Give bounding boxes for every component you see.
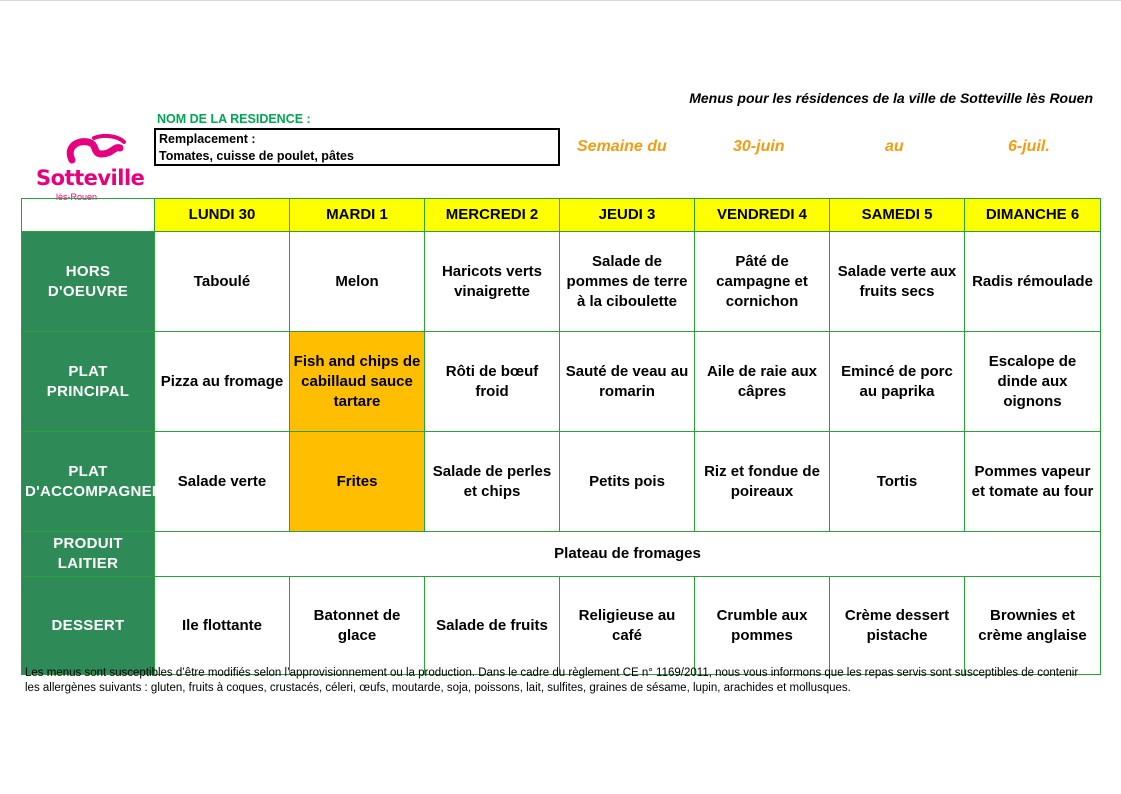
corner-cell [22, 199, 155, 232]
menu-cell-highlighted: Frites [290, 432, 425, 532]
menu-cell: Taboulé [155, 232, 290, 332]
menu-cell: Tortis [830, 432, 965, 532]
day-header: DIMANCHE 6 [965, 199, 1101, 232]
row-accompagnement [22, 432, 1101, 532]
row-hors-doeuvre [22, 232, 1101, 332]
row-dessert [22, 577, 1101, 675]
residence-line: Tomates, cuisse de poulet, pâtes [159, 149, 354, 163]
menu-cell: Salade verte [155, 432, 290, 532]
logo-subtitle: lès-Rouen [56, 192, 98, 202]
residence-box [154, 128, 560, 166]
day-header: SAMEDI 5 [830, 199, 965, 232]
day-header: MARDI 1 [290, 199, 425, 232]
week-label: Semaine du [577, 138, 667, 155]
residence-label: NOM DE LA RESIDENCE : [157, 112, 311, 126]
menu-cell: Riz et fondue de poireaux [695, 432, 830, 532]
category-label: PLAT PRINCIPAL [22, 332, 155, 432]
menu-cell: Salade verte aux fruits secs [830, 232, 965, 332]
menu-cell: Salade de pommes de terre à la ciboulette [560, 232, 695, 332]
menu-cell: Batonnet de glace [290, 577, 425, 675]
menu-cell: Aile de raie aux câpres [695, 332, 830, 432]
menu-cell: Sauté de veau au romarin [560, 332, 695, 432]
day-header: MERCREDI 2 [425, 199, 560, 232]
logo-wordmark: Sotteville [36, 166, 145, 190]
menu-cell: Salade de fruits [425, 577, 560, 675]
menu-cell: Salade de perles et chips [425, 432, 560, 532]
menu-cell-highlighted: Fish and chips de cabillaud sauce tartare [290, 332, 425, 432]
menu-cell: Rôti de bœuf froid [425, 332, 560, 432]
category-label: PRODUIT LAITIER [22, 532, 155, 577]
menu-cell: Haricots verts vinaigrette [425, 232, 560, 332]
week-connector: au [885, 138, 904, 155]
day-header-row [22, 199, 1101, 232]
menu-cell: Radis rémoulade [965, 232, 1101, 332]
menu-cell: Melon [290, 232, 425, 332]
menu-cell: Escalope de dinde aux oignons [965, 332, 1101, 432]
menu-cell: Pâté de campagne et cornichon [695, 232, 830, 332]
day-header: JEUDI 3 [560, 199, 695, 232]
page-title: Menus pour les résidences de la ville de Sotteville lès Rouen [689, 90, 1093, 106]
menu-cell: Religieuse au café [560, 577, 695, 675]
category-label: HORS D'OEUVRE [22, 232, 155, 332]
logo-swirl-icon [64, 134, 134, 168]
sotteville-logo [32, 132, 160, 202]
menu-table [21, 198, 1101, 675]
day-header: LUNDI 30 [155, 199, 290, 232]
menu-cell: Crème dessert pistache [830, 577, 965, 675]
residence-line: Remplacement : [159, 132, 256, 146]
menu-cell: Crumble aux pommes [695, 577, 830, 675]
category-label: DESSERT [22, 577, 155, 675]
day-header: VENDREDI 4 [695, 199, 830, 232]
category-label: PLAT D'ACCOMPAGNEMENT [22, 432, 155, 532]
menu-cell: Petits pois [560, 432, 695, 532]
menu-cell-merged: Plateau de fromages [155, 532, 1101, 577]
allergen-footnote: Les menus sont susceptibles d’être modifiés selon l’approvisionnement ou la production. Dans le cadre du règlement CE n° 1169/2011, nous vous informons que les repas servis sont susceptibles de contenir les allergènes suivants : gluten, fruits à coques, crustacés, céleri, œufs, moutarde, soja, poissons, lait, sulfites, graines de sésame, lupin, arachides et mollusques. [25, 667, 1079, 694]
menu-cell: Pommes vapeur et tomate au four [965, 432, 1101, 532]
top-rule [0, 0, 1121, 1]
menu-cell: Brownies et crème anglaise [965, 577, 1101, 675]
row-produit-laitier [22, 532, 1101, 577]
menu-cell: Ile flottante [155, 577, 290, 675]
menu-cell: Emincé de porc au paprika [830, 332, 965, 432]
row-plat-principal [22, 332, 1101, 432]
week-start: 30-juin [733, 138, 785, 155]
menu-cell: Pizza au fromage [155, 332, 290, 432]
week-end: 6-juil. [1008, 138, 1050, 155]
